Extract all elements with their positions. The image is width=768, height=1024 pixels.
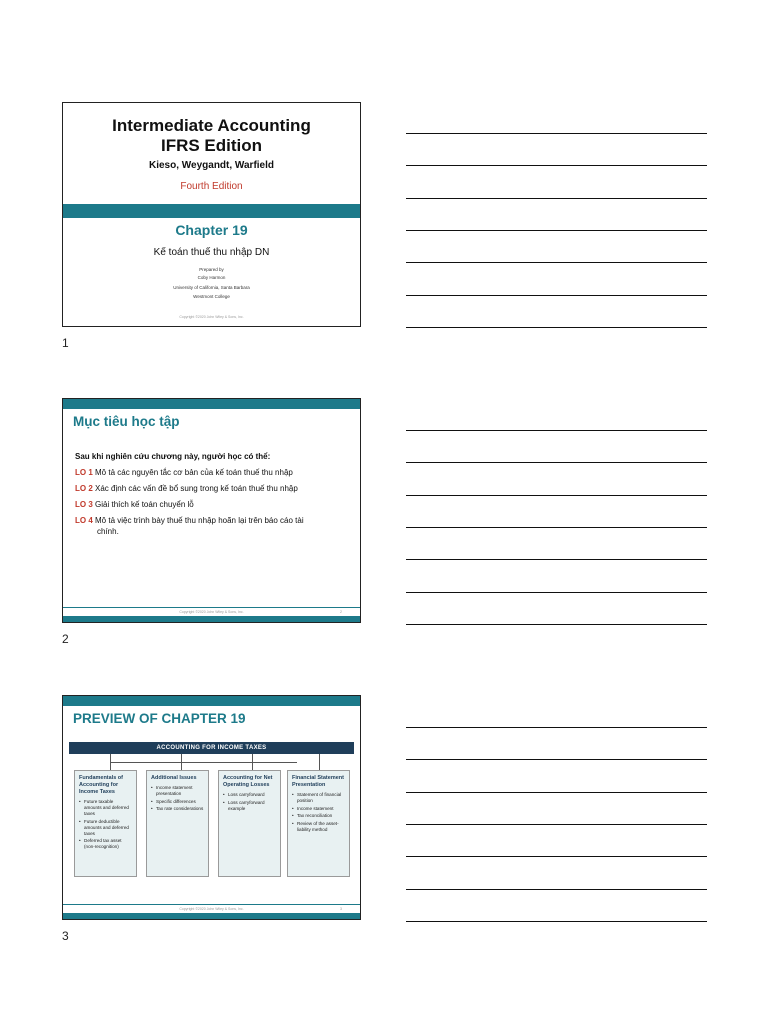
note-line [406,856,707,857]
diagram-column [287,770,350,877]
column-item: • Specific differences [151,799,204,805]
note-line [406,759,707,760]
connector-line [110,762,297,763]
note-line [406,198,707,199]
prepared-by: Prepared by [199,267,224,272]
footer-line [63,607,360,608]
objective-code: LO 3 [75,500,93,509]
diagram-column [146,770,209,877]
footer-bar [63,913,360,919]
column-title: Accounting for Net Operating Losses [223,775,273,788]
note-line [406,592,707,593]
column-title: Fundamentals of Accounting for Income Taxes [79,775,124,795]
copyright: Copyright ©2020 John Wiley & Sons, Inc. [179,610,244,614]
column-item: • Tax reconciliation [292,813,345,819]
column-item: • Tax rate considerations [151,806,204,812]
objective-text: Mô tả việc trình bày thuế thu nhập hoãn lại trên báo cáo tài [95,516,304,525]
chapter-title: Chapter 19 [175,222,248,238]
slide-number: 1 [62,336,69,350]
note-line [406,824,707,825]
preparer: Coby Harmon [197,275,226,280]
slide-3 [62,695,361,920]
connector [319,754,320,770]
slide-1 [62,102,361,327]
objectives-intro: Sau khi nghiên cứu chương này, người học có thể: [75,452,271,461]
slide-title [63,116,360,156]
slide-number: 3 [62,929,69,943]
copyright: Copyright ©2020 John Wiley & Sons, Inc. [179,907,244,911]
objective-item [75,483,350,494]
column-item: • Review of the asset-liability method [292,821,345,833]
note-line [406,559,707,560]
note-line [406,889,707,890]
note-line [406,792,707,793]
objective-code: LO 2 [75,484,93,493]
objective-code: LO 4 [75,516,93,525]
objective-text: Giải thích kế toán chuyển lỗ [95,500,194,509]
slide-heading: PREVIEW OF CHAPTER 19 [73,711,246,726]
title-line-2: IFRS Edition [160,136,263,155]
note-line [406,624,707,625]
connector [181,754,182,770]
footer-line [63,904,360,905]
authors: Kieso, Weygandt, Warfield [148,160,275,171]
column-item: • Statement of financial position [292,792,345,804]
top-bar [63,696,360,706]
objective-item [75,467,350,478]
page-number: 2 [340,610,342,614]
column-item: • Income statement presentation [151,785,204,797]
note-line [406,327,707,328]
column-title: Financial Statement Presentation [292,775,344,788]
note-line [406,495,707,496]
objective-item [75,515,350,537]
title-line-1: Intermediate Accounting [112,116,311,135]
column-item: • Future taxable amounts and deferred taxes [79,799,132,817]
column-item: • Loss carryforward example [223,800,276,812]
objective-code: LO 1 [75,468,93,477]
column-title: Additional Issues [151,775,197,781]
slide-2 [62,398,361,623]
title-band [63,204,360,218]
column-item: • Income statement [292,806,345,812]
note-line [406,921,707,922]
note-line [406,462,707,463]
note-line [406,165,707,166]
note-line [406,133,707,134]
slide-number: 2 [62,632,69,646]
edition: Fourth Edition [180,181,243,192]
connector [110,754,111,770]
connector [252,754,253,770]
objective-item [75,499,350,510]
chapter-subtitle: Kế toán thuế thu nhập DN [153,247,270,258]
diagram-column [74,770,137,877]
note-line [406,295,707,296]
objective-text: Xác định các vấn đề bổ sung trong kế toán thuế thu nhập [95,484,298,493]
column-item: • Loss carryforward [223,792,276,798]
note-line [406,262,707,263]
copyright: Copyright ©2020 John Wiley & Sons, Inc. [179,315,244,319]
note-line [406,727,707,728]
note-line [406,230,707,231]
slide-heading: Mục tiêu học tập [73,414,180,429]
affiliation-2: Westmont College [193,294,230,299]
top-bar [63,399,360,409]
objective-text-continued: chính. [97,527,119,536]
note-line [406,430,707,431]
note-line [406,527,707,528]
column-item: • Deferred tax asset (non-recognition) [79,838,132,850]
diagram-banner: ACCOUNTING FOR INCOME TAXES [69,742,354,754]
page-number: 3 [340,907,342,911]
objective-text: Mô tả các nguyên tắc cơ bản của kế toán thuế thu nhập [95,468,293,477]
footer-bar [63,616,360,622]
diagram-column [218,770,281,877]
column-item: • Future deductible amounts and deferred taxes [79,819,132,837]
affiliation-1: University of California, Santa Barbara [173,285,250,290]
